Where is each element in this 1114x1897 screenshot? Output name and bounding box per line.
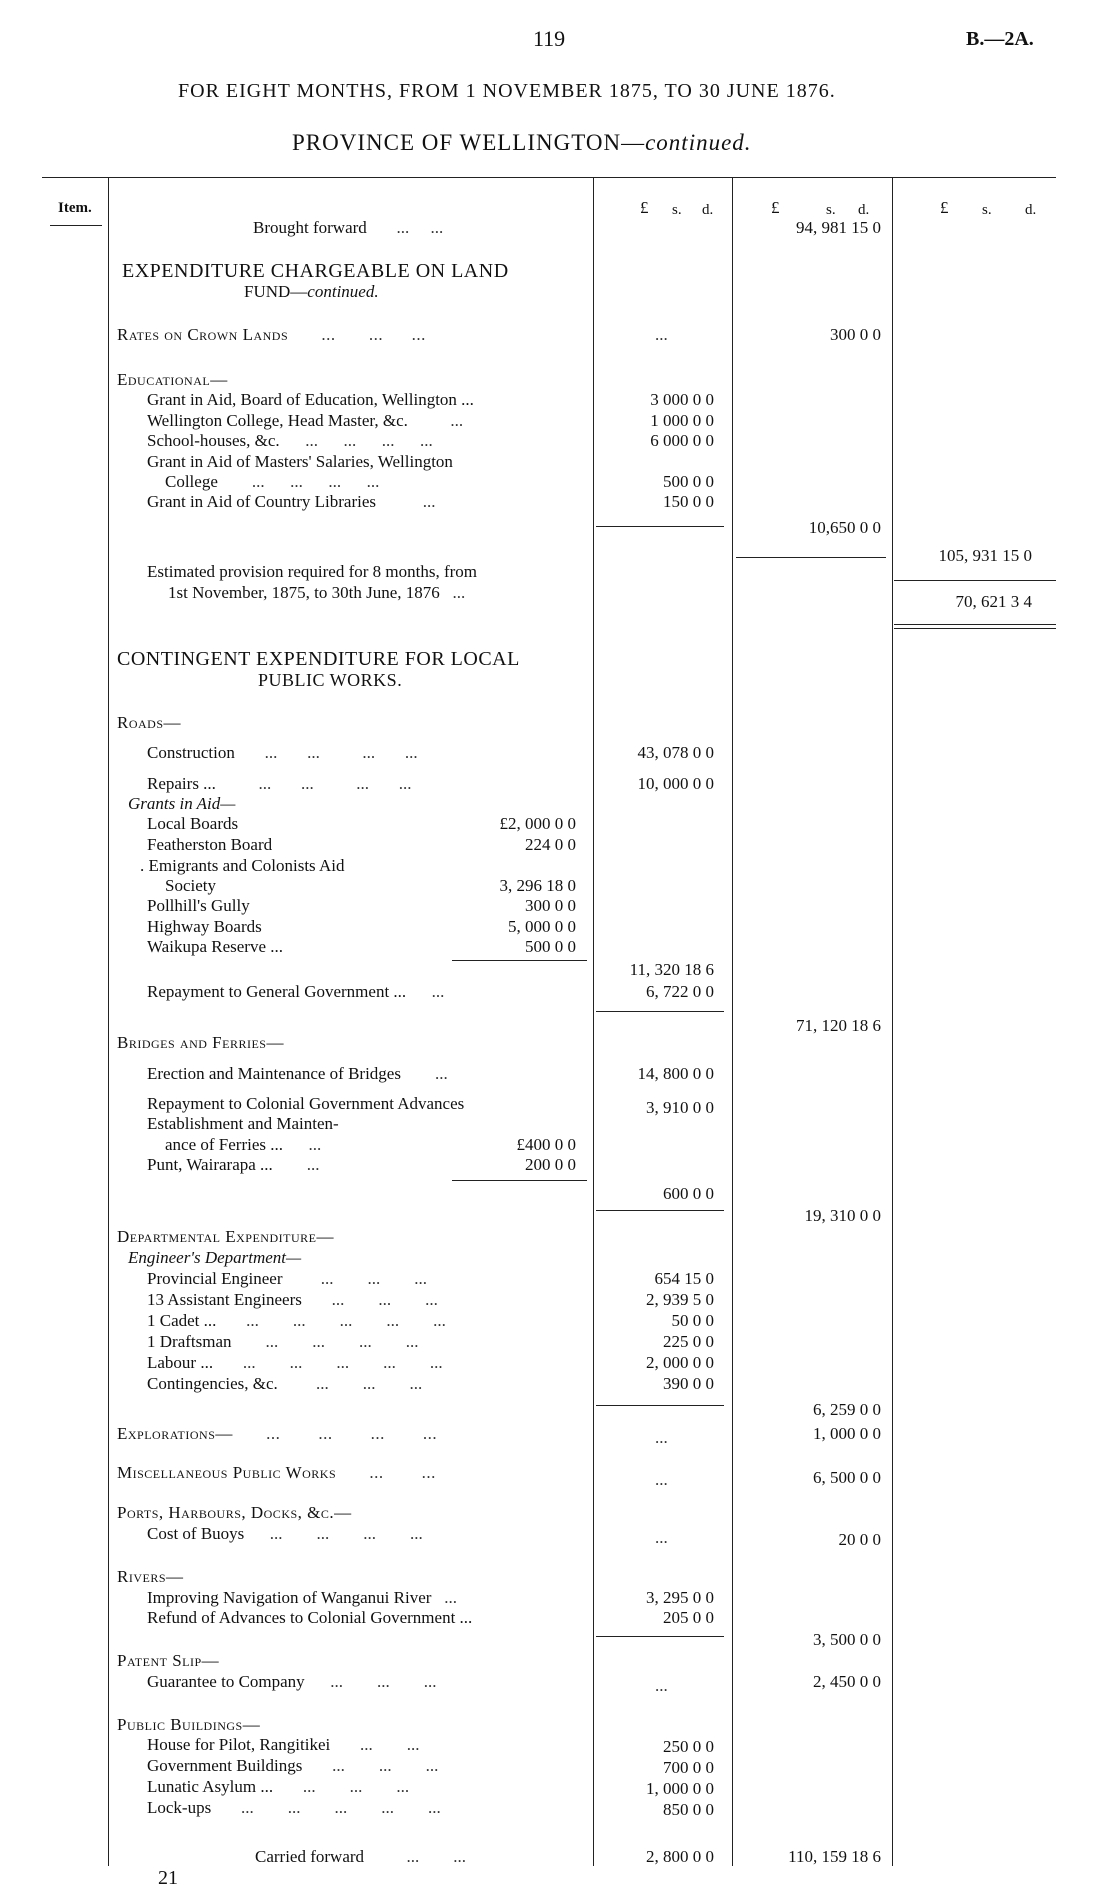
edu-total-rule <box>736 557 886 558</box>
grants-total-amount: 11, 320 18 6 <box>629 960 714 979</box>
estimated-double-rule-1 <box>894 624 1056 625</box>
page-subtitle: FOR EIGHT MONTHS, FROM 1 NOVEMBER 1875, TO 30 JUNE 1876. <box>178 80 836 102</box>
edu-row-2-amount: 1 000 0 0 <box>650 411 714 430</box>
patent-col1-dots: ... <box>655 1676 668 1695</box>
col2-pence-head: d. <box>858 202 870 218</box>
roads-construction-amount: 43, 078 0 0 <box>637 743 714 762</box>
roads-subtotal-rule <box>596 1011 724 1012</box>
rates-label: Rates on Crown Lands ... ... ... <box>117 325 426 344</box>
page-title-main: PROVINCE OF WELLINGTON— <box>292 130 646 155</box>
explorations-amount: 1, 000 0 0 <box>813 1424 881 1443</box>
building-row-4-label: Lock-ups ... ... ... ... ... <box>147 1798 441 1817</box>
dept-row-4-amount: 225 0 0 <box>663 1332 714 1351</box>
estimated-double-rule-2 <box>894 628 1056 629</box>
ports-col1-dots: ... <box>655 1528 668 1547</box>
grant-local-boards-amount: £2, 000 0 0 <box>499 814 576 833</box>
roads-repairs-label: Repairs ... ... ... ... ... <box>147 774 412 793</box>
ferries-maintenance-label: ance of Ferries ... ... <box>165 1135 322 1154</box>
col1-pounds-head: £ <box>640 198 649 217</box>
estimated-label-1: Estimated provision required for 8 months, from <box>147 562 478 581</box>
misc-public-works-label: Miscellaneous Public Works ... ... <box>117 1463 436 1482</box>
signature-number: 21 <box>158 1867 178 1889</box>
building-row-1-label: House for Pilot, Rangitikei ... ... <box>147 1735 420 1754</box>
col3-pounds-head: £ <box>940 198 949 217</box>
grant-waikupa-label: Waikupa Reserve ... <box>147 937 283 956</box>
page-number: 119 <box>533 26 566 51</box>
roads-repayment-label: Repayment to General Government ... ... <box>147 982 445 1001</box>
ferries-total-amount: 600 0 0 <box>663 1184 714 1203</box>
grants-in-aid-heading: Grants in Aid— <box>128 794 236 813</box>
roads-total-amount: 71, 120 18 6 <box>796 1016 881 1035</box>
ferries-maintenance-amount: £400 0 0 <box>516 1135 576 1154</box>
rivers-row-1-amount: 3, 295 0 0 <box>646 1588 714 1607</box>
edu-row-3-label: School-houses, &c. ... ... ... ... <box>147 431 433 450</box>
carried-forward-label: Carried forward ... ... <box>255 1847 467 1866</box>
punt-label: Punt, Wairarapa ... ... <box>147 1155 320 1174</box>
dept-row-5-label: Labour ... ... ... ... ... ... <box>147 1353 443 1372</box>
dept-row-6-label: Contingencies, &c. ... ... ... <box>147 1374 423 1393</box>
rivers-row-1-label: Improving Navigation of Wanganui River ... <box>147 1588 457 1607</box>
contingent-heading-1: CONTINGENT EXPENDITURE FOR LOCAL <box>117 648 520 670</box>
grant-highway-amount: 5, 000 0 0 <box>508 917 576 936</box>
rivers-heading: Rivers— <box>117 1567 184 1586</box>
misc-col1-dots: ... <box>655 1470 668 1489</box>
building-row-3-amount: 1, 000 0 0 <box>646 1779 714 1798</box>
patent-slip-heading: Patent Slip— <box>117 1651 220 1670</box>
column3-rule <box>892 177 893 1866</box>
grant-featherston-amount: 224 0 0 <box>525 835 576 854</box>
bridges-total-amount: 19, 310 0 0 <box>804 1206 881 1225</box>
educational-heading: Educational— <box>117 370 228 389</box>
item-column-rule <box>108 177 109 1866</box>
item-column-header: Item. <box>58 200 92 216</box>
patent-amount: 2, 450 0 0 <box>813 1672 881 1691</box>
edu-total-amount: 10,650 0 0 <box>808 518 881 537</box>
rivers-subtotal-rule <box>596 1636 724 1637</box>
brought-forward-label: Brought forward ... ... <box>253 218 444 237</box>
grant-society-label: Society <box>165 876 216 895</box>
ferries-establishment-label: Establishment and Mainten- <box>147 1114 339 1133</box>
dept-row-3-amount: 50 0 0 <box>671 1311 714 1330</box>
dept-row-3-label: 1 Cadet ... ... ... ... ... ... <box>147 1311 446 1330</box>
col3-shillings-head: s. <box>982 202 992 218</box>
bridges-repayment-amount: 3, 910 0 0 <box>646 1098 714 1117</box>
edu-row-6-amount: 150 0 0 <box>663 492 714 511</box>
page-title-continued: continued. <box>645 130 752 155</box>
grant-highway-label: Highway Boards <box>147 917 262 936</box>
carried-forward-col2: 110, 159 18 6 <box>788 1847 881 1866</box>
edu-row-5-amount: 500 0 0 <box>663 472 714 491</box>
dept-row-2-label: 13 Assistant Engineers ... ... ... <box>147 1290 438 1309</box>
dept-row-4-label: 1 Draftsman ... ... ... ... <box>147 1332 419 1351</box>
buoys-label: Cost of Buoys ... ... ... ... <box>147 1524 423 1543</box>
edu-row-2-label: Wellington College, Head Master, &c. ... <box>147 411 464 430</box>
land-fund-heading-2: FUND—continued. <box>244 282 379 301</box>
item-header-rule <box>50 225 102 226</box>
ferries-subtotal-rule <box>452 1180 587 1181</box>
buoys-amount: 20 0 0 <box>838 1530 881 1549</box>
building-row-2-label: Government Buildings ... ... ... <box>147 1756 439 1775</box>
punt-amount: 200 0 0 <box>525 1155 576 1174</box>
grant-pollhill-amount: 300 0 0 <box>525 896 576 915</box>
dept-total-amount: 6, 259 0 0 <box>813 1400 881 1419</box>
edu-row-6-label: Grant in Aid of Country Libraries ... <box>147 492 436 511</box>
educational-grand-total: 105, 931 15 0 <box>938 546 1032 565</box>
edu-row-4-label: Grant in Aid of Masters' Salaries, Wellington <box>147 452 453 471</box>
explorations-label: Explorations— ... ... ... ... <box>117 1424 438 1443</box>
col3-pence-head: d. <box>1025 202 1037 218</box>
column2-rule <box>732 177 733 1866</box>
departmental-heading: Departmental Expenditure— <box>117 1227 334 1246</box>
grant-waikupa-amount: 500 0 0 <box>525 937 576 956</box>
edu-subtotal-rule <box>596 526 724 527</box>
building-row-4-amount: 850 0 0 <box>663 1800 714 1819</box>
col2-shillings-head: s. <box>826 202 836 218</box>
grant-pollhill-label: Pollhill's Gully <box>147 896 250 915</box>
estimated-amount: 70, 621 3 4 <box>955 592 1032 611</box>
table-top-rule <box>42 177 1056 178</box>
dept-row-2-amount: 2, 939 5 0 <box>646 1290 714 1309</box>
grant-local-boards-label: Local Boards <box>147 814 239 833</box>
grant-emigrants-label: . Emigrants and Colonists Aid <box>140 856 345 875</box>
estimated-top-rule <box>894 580 1056 581</box>
bridges-erection-label: Erection and Maintenance of Bridges ... <box>147 1064 448 1083</box>
bridges-repayment-label: Repayment to Colonial Government Advances <box>147 1094 465 1113</box>
col1-pence-head: d. <box>702 202 714 218</box>
dept-row-5-amount: 2, 000 0 0 <box>646 1353 714 1372</box>
misc-amount: 6, 500 0 0 <box>813 1468 881 1487</box>
rates-col1-dots: ... <box>655 325 668 344</box>
edu-row-1-label: Grant in Aid, Board of Education, Wellington ... <box>147 390 474 409</box>
dept-row-6-amount: 390 0 0 <box>663 1374 714 1393</box>
bridges-heading: Bridges and Ferries— <box>117 1033 284 1052</box>
dept-row-1-label: Provincial Engineer ... ... ... <box>147 1269 427 1288</box>
col1-shillings-head: s. <box>672 202 682 218</box>
carried-forward-col1: 2, 800 0 0 <box>646 1847 714 1866</box>
dept-row-1-amount: 654 15 0 <box>654 1269 714 1288</box>
building-row-3-label: Lunatic Asylum ... ... ... ... <box>147 1777 410 1796</box>
rivers-row-2-label: Refund of Advances to Colonial Government ... <box>147 1608 473 1627</box>
dept-subtotal-rule <box>596 1405 724 1406</box>
roads-construction-label: Construction ... ... ... ... <box>147 743 418 762</box>
patent-guarantee-label: Guarantee to Company ... ... ... <box>147 1672 437 1691</box>
building-row-1-amount: 250 0 0 <box>663 1737 714 1756</box>
document-reference: B.—2A. <box>966 28 1034 50</box>
edu-row-1-amount: 3 000 0 0 <box>650 390 714 409</box>
rivers-row-2-amount: 205 0 0 <box>663 1608 714 1627</box>
bridges-subtotal-rule <box>596 1210 724 1211</box>
roads-heading: Roads— <box>117 713 182 732</box>
column1-rule <box>593 177 594 1866</box>
grants-subtotal-rule <box>452 960 587 961</box>
edu-row-3-amount: 6 000 0 0 <box>650 431 714 450</box>
public-buildings-heading: Public Buildings— <box>117 1715 261 1734</box>
roads-repayment-amount: 6, 722 0 0 <box>646 982 714 1001</box>
land-fund-heading: EXPENDITURE CHARGEABLE ON LAND <box>122 260 509 282</box>
contingent-heading-2: PUBLIC WORKS. <box>258 670 403 690</box>
bridges-erection-amount: 14, 800 0 0 <box>637 1064 714 1083</box>
grant-featherston-label: Featherston Board <box>147 835 273 854</box>
page-title <box>292 130 752 156</box>
ports-heading: Ports, Harbours, Docks, &c.— <box>117 1503 352 1522</box>
edu-row-5-label: College ... ... ... ... <box>165 472 380 491</box>
building-row-2-amount: 700 0 0 <box>663 1758 714 1777</box>
explorations-col1-dots: ... <box>655 1428 668 1447</box>
rates-amount: 300 0 0 <box>830 325 881 344</box>
estimated-label-2: 1st November, 1875, to 30th June, 1876 ... <box>168 583 466 602</box>
brought-forward-amount: 94, 981 15 0 <box>796 218 881 237</box>
engineers-dept-heading: Engineer's Department— <box>128 1248 302 1267</box>
roads-repairs-amount: 10, 000 0 0 <box>637 774 714 793</box>
grant-society-amount: 3, 296 18 0 <box>499 876 576 895</box>
rivers-total-amount: 3, 500 0 0 <box>813 1630 881 1649</box>
col2-pounds-head: £ <box>771 198 780 217</box>
